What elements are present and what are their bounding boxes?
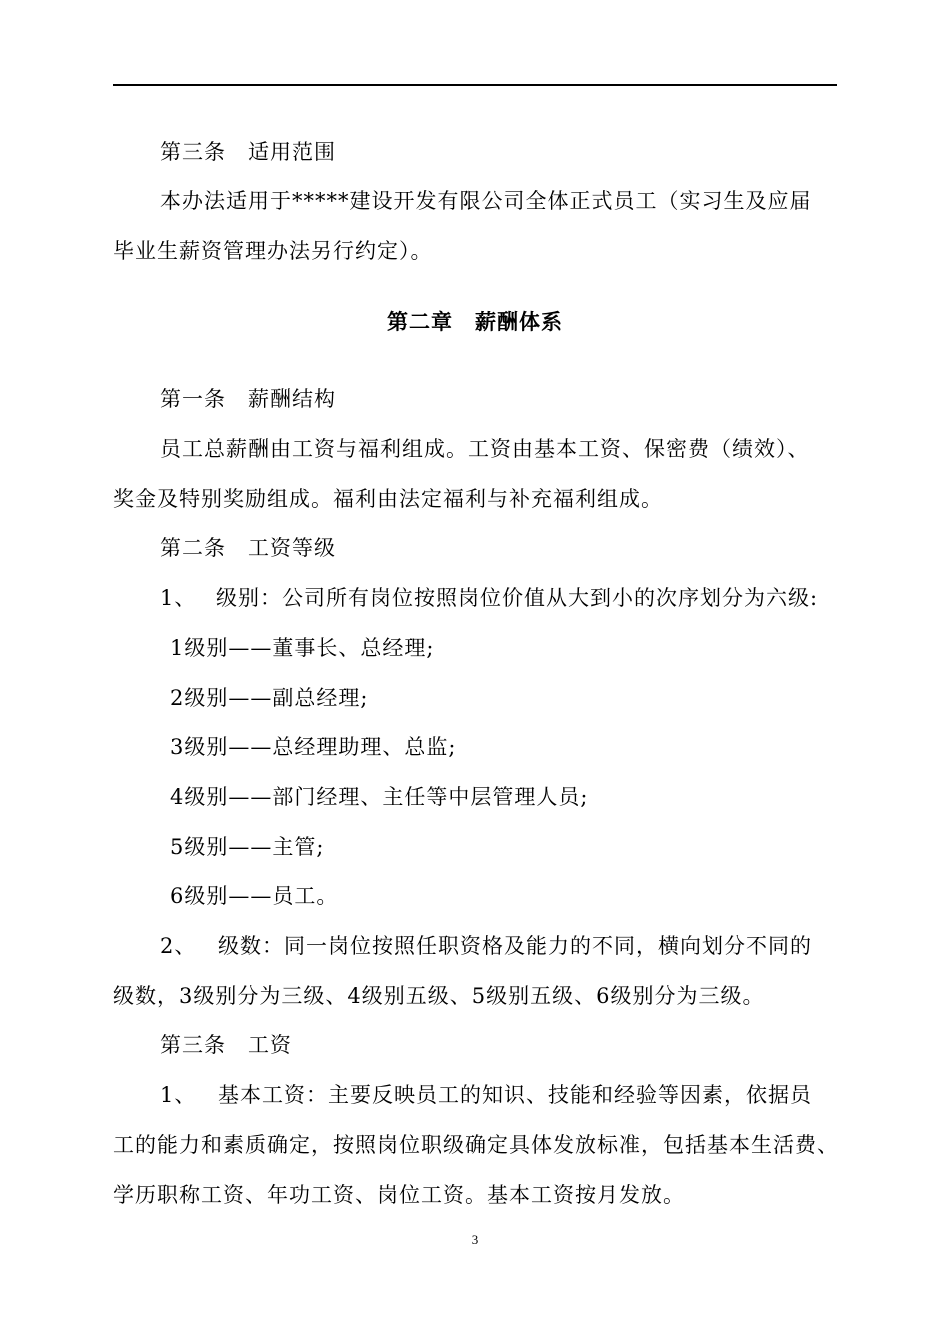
article3-text-line1: 本办法适用于*****建设开发有限公司全体正式员工（实习生及应届 bbox=[160, 189, 812, 213]
wage-item1-text-line3: 学历职称工资、年功工资、岗位工资。基本工资按月发放。 bbox=[113, 1183, 685, 1207]
c2-article1-title: 第一条 薪酬结构 bbox=[160, 387, 336, 411]
c2-article2-title: 第二条 工资等级 bbox=[160, 536, 336, 560]
header-rule bbox=[113, 84, 837, 86]
page-number: 3 bbox=[471, 1232, 479, 1247]
grade-item2-text-line2: 级数，3级别分为三级、4级别五级、5级别五级、6级别分为三级。 bbox=[113, 984, 765, 1008]
level-item-6: 6级别——员工。 bbox=[170, 884, 339, 908]
wage-item1-text-line1: 基本工资：主要反映员工的知识、技能和经验等因素，依据员 bbox=[218, 1083, 812, 1107]
article3-text-line2: 毕业生薪资管理办法另行约定）。 bbox=[113, 239, 433, 263]
c2-article1-text-line1: 员工总薪酬由工资与福利组成。工资由基本工资、保密费（绩效）、 bbox=[160, 437, 810, 461]
wage-item1-number: 1、 bbox=[160, 1083, 197, 1107]
level-item-1: 1级别——董事长、总经理; bbox=[170, 636, 435, 660]
grade-item2-number: 2、 bbox=[160, 934, 197, 958]
chapter2-title: 第二章 薪酬体系 bbox=[387, 309, 563, 334]
grade-item1-text: 级别：公司所有岗位按照岗位价值从大到小的次序划分为六级: bbox=[216, 586, 819, 610]
wage-item1-text-line2: 工的能力和素质确定，按照岗位职级确定具体发放标准，包括基本生活费、 bbox=[113, 1133, 839, 1157]
grade-item1-number: 1、 bbox=[160, 586, 197, 610]
level-item-4: 4级别——部门经理、主任等中层管理人员; bbox=[170, 785, 589, 809]
c2-article3-title: 第三条 工资 bbox=[160, 1033, 292, 1057]
level-item-3: 3级别——总经理助理、总监; bbox=[170, 735, 457, 759]
level-item-5: 5级别——主管; bbox=[170, 835, 325, 859]
article3-title: 第三条 适用范围 bbox=[160, 140, 336, 164]
level-item-2: 2级别——副总经理; bbox=[170, 686, 369, 710]
grade-item2-text-line1: 级数：同一岗位按照任职资格及能力的不同，横向划分不同的 bbox=[218, 934, 812, 958]
c2-article1-text-line2: 奖金及特别奖励组成。福利由法定福利与补充福利组成。 bbox=[113, 487, 663, 511]
